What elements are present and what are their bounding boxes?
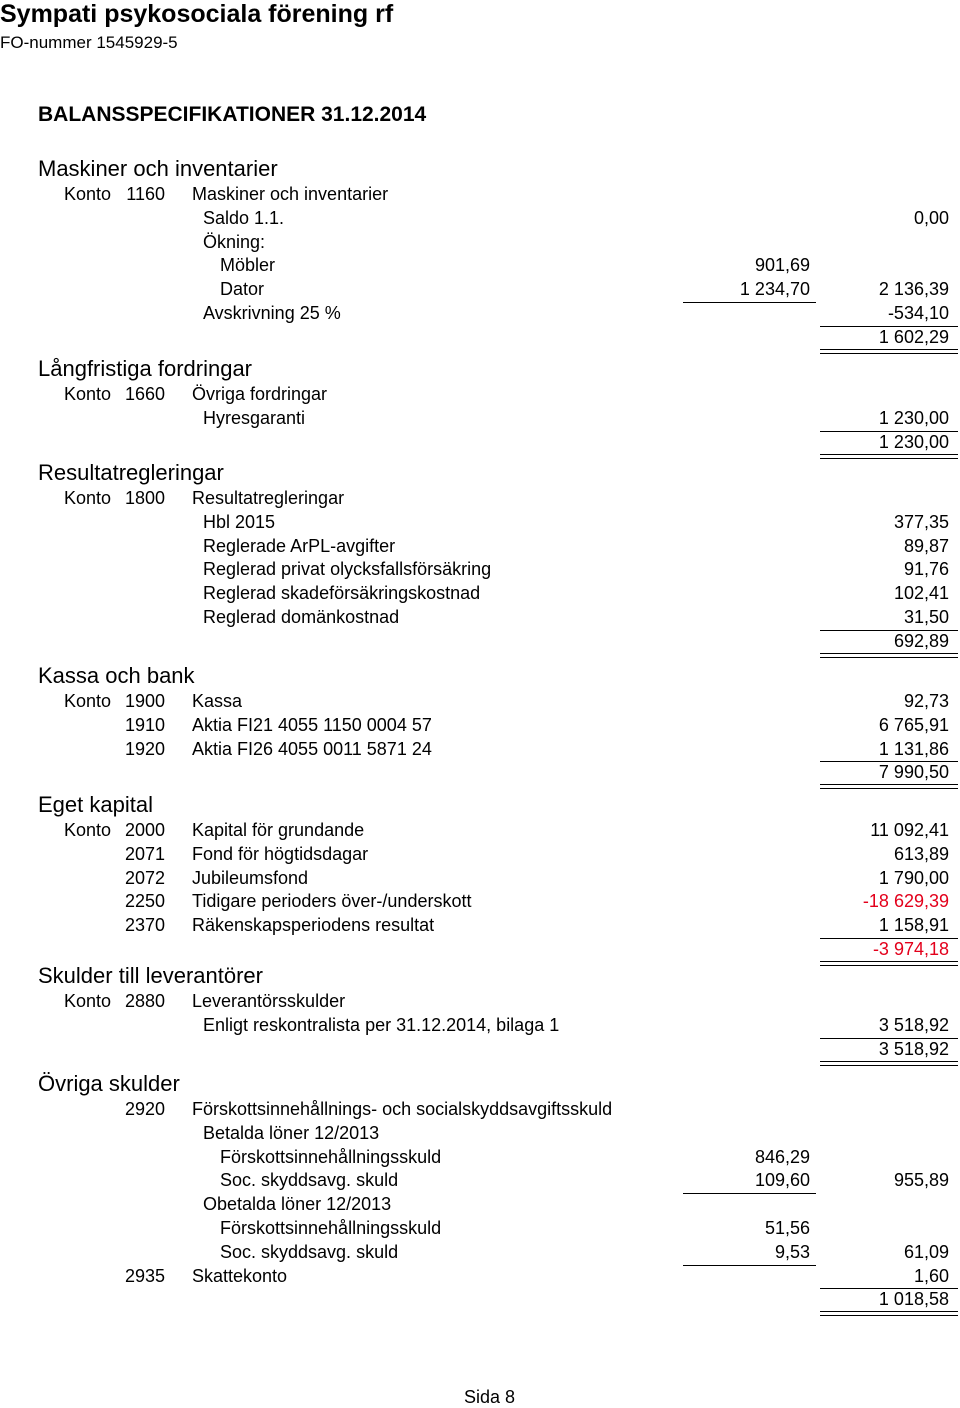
sum-double-underline [820,784,958,789]
line-item-label: Möbler [220,255,276,276]
subtotal-amount: 109,60 [754,1170,810,1191]
account-number: 1920 [124,738,165,759]
line-item-label: Förskottsinnehållningsskuld [220,1146,442,1167]
account-prefix: Konto [64,184,112,204]
amount: 0,00 [913,207,949,228]
amount: 613,89 [893,843,949,864]
account-description: Tidigare perioders över-/underskott [192,891,472,912]
account-prefix: Konto [64,820,112,840]
account-number: 1160 [126,184,165,204]
account-number: 2370 [124,915,165,936]
subtotal-amount: 51,56 [764,1218,810,1238]
section-sum: -3 974,18 [872,939,949,959]
sum-double-underline [820,1061,958,1066]
account-number: 2880 [124,991,165,1011]
account-number: 2072 [124,867,165,888]
amount: 955,89 [893,1170,949,1191]
organization-name: Sympati psykosociala förening rf [0,0,394,28]
account-description: Skattekonto [192,1265,288,1286]
amount: 1,60 [913,1265,949,1286]
line-item-label: Reglerade ArPL-avgifter [203,535,396,556]
account-number: 2920 [124,1099,165,1119]
amount: 102,41 [893,583,949,604]
section-sum: 3 518,92 [878,1038,949,1059]
account-prefix: Konto [64,384,112,404]
account-prefix: Konto [64,991,112,1011]
account-number: 2935 [124,1265,165,1286]
line-item-label: Saldo 1.1. [203,207,285,228]
account-number: 1800 [124,488,165,508]
account-description: Övriga fordringar [192,384,328,404]
sum-double-underline [820,349,958,354]
document-title: BALANSSPECIFIKATIONER 31.12.2014 [38,103,427,126]
amount: 61,09 [903,1241,949,1262]
account-prefix: Konto [64,691,112,711]
line-item-label: Avskrivning 25 % [203,303,341,323]
amount: 92,73 [903,691,949,711]
line-item-label: Förskottsinnehållningsskuld [220,1218,442,1238]
amount: 1 790,00 [878,867,949,888]
sum-double-underline [820,1311,958,1316]
amount: 91,76 [903,559,949,580]
amount: -18 629,39 [862,891,949,912]
amount: 6 765,91 [878,714,949,735]
sum-double-underline [820,653,958,658]
section-sum: 7 990,50 [878,762,949,783]
subtotal-amount: 9,53 [774,1241,810,1262]
amount: 1 230,00 [878,407,949,428]
subtotal-amount: 901,69 [754,255,810,276]
line-item-label: Reglerad domänkostnad [203,607,400,627]
subtotal-underline [683,1193,816,1194]
account-number: 2071 [124,843,165,864]
line-item-label: Ökning: [203,231,266,252]
amount: 1 131,86 [878,738,949,759]
account-description: Aktia FI21 4055 1150 0004 57 [192,714,432,735]
line-item-label: Soc. skyddsavg. skuld [220,1170,399,1191]
account-description: Kassa [192,691,243,711]
amount: 89,87 [903,535,949,556]
account-description: Räkenskapsperiodens resultat [192,915,435,936]
amount: 11 092,41 [870,820,949,840]
amount: 3 518,92 [878,1014,949,1035]
line-item-label: Dator [220,279,265,300]
section-sum: 1 018,58 [878,1289,949,1310]
line-item-label: Enligt reskontralista per 31.12.2014, bilaga 1 [203,1014,560,1035]
section-sum: 1 602,29 [878,326,949,347]
account-description: Leverantörsskulder [192,991,346,1011]
line-item-label: Soc. skyddsavg. skuld [220,1241,399,1262]
line-item-label: Hyresgaranti [203,407,306,428]
line-item-label: Betalda löner 12/2013 [203,1122,380,1143]
amount: 2 136,39 [878,279,949,300]
account-number: 2000 [124,820,165,840]
account-description: Maskiner och inventarier [192,184,389,204]
account-description: Jubileumsfond [192,867,309,888]
account-number: 2250 [124,891,165,912]
subtotal-underline [683,302,816,303]
organization-number: FO-nummer 1545929-5 [0,33,178,52]
section-heading: Övriga skulder [38,1071,180,1096]
account-description: Kapital för grundande [192,820,365,840]
account-description: Förskottsinnehållnings- och socialskyddsavgiftsskuld [192,1099,613,1119]
subtotal-amount: 846,29 [754,1146,810,1167]
subtotal-underline [683,1265,816,1266]
line-item-label: Reglerad privat olycksfallsförsäkring [203,559,492,580]
subtotal-amount: 1 234,70 [739,279,810,300]
page-footer: Sida 8 [464,1387,516,1407]
account-description: Fond för högtidsdagar [192,843,369,864]
section-heading: Eget kapital [38,792,153,817]
line-item-label: Reglerad skadeförsäkringskostnad [203,583,481,604]
account-description: Resultatregleringar [192,488,345,508]
amount: -534,10 [887,303,949,323]
section-heading: Maskiner och inventarier [38,156,278,181]
account-number: 1660 [124,384,165,404]
section-sum: 1 230,00 [878,431,949,452]
account-number: 1910 [124,714,165,735]
section-heading: Långfristiga fordringar [38,356,253,381]
sum-double-underline [820,961,958,966]
account-description: Aktia FI26 4055 0011 5871 24 [192,738,432,759]
section-heading: Resultatregleringar [38,460,224,485]
account-prefix: Konto [64,488,112,508]
section-sum: 692,89 [893,630,949,651]
amount: 31,50 [903,607,949,627]
amount: 1 158,91 [878,915,949,936]
section-heading: Skulder till leverantörer [38,963,263,988]
amount: 377,35 [893,511,949,532]
account-number: 1900 [124,691,165,711]
section-heading: Kassa och bank [38,663,195,688]
sum-double-underline [820,454,958,459]
line-item-label: Obetalda löner 12/2013 [203,1194,392,1215]
line-item-label: Hbl 2015 [203,511,276,532]
